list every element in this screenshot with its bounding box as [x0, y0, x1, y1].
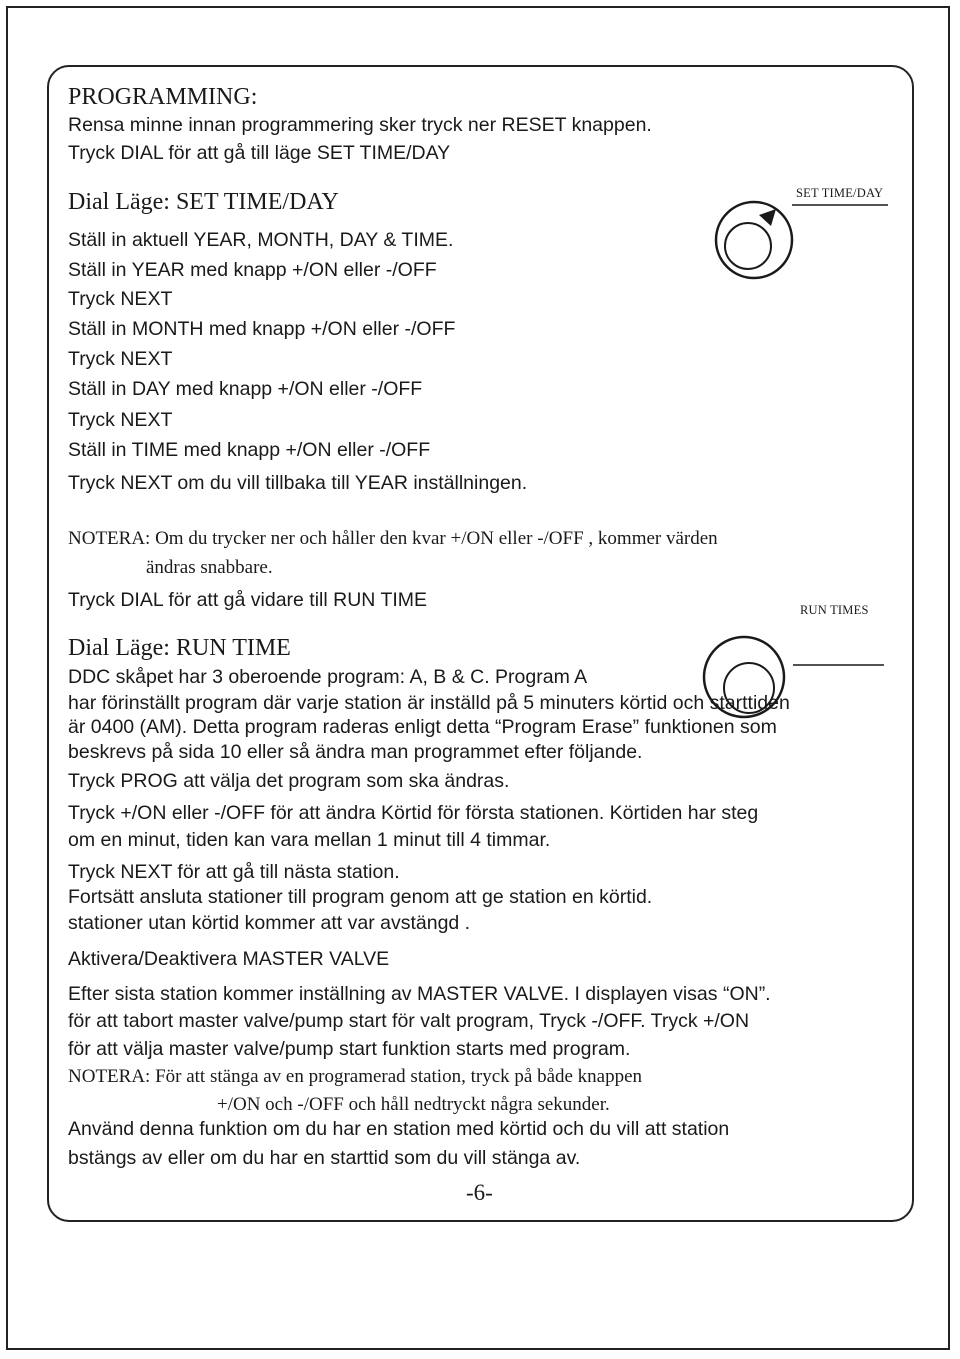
note-text: NOTERA: För att stänga av en programerad station, tryck på både knappen — [68, 1066, 643, 1087]
page-number: -6- — [466, 1180, 493, 1205]
instruction-line: Tryck NEXT för att gå till nästa station. — [68, 861, 400, 883]
note-text: ändras snabbare. — [146, 557, 273, 578]
intro-line: Rensa minne innan programmering sker tryck ner RESET knappen. — [68, 114, 652, 136]
instruction-line: Tryck PROG att välja det program som ska ändras. — [68, 770, 510, 792]
instruction-line: för att välja master valve/pump start funktion starts med program. — [68, 1038, 631, 1060]
section-heading-set-time: Dial Läge: SET TIME/DAY — [68, 189, 339, 215]
instruction-line: bstängs av eller om du har en starttid som du vill stänga av. — [68, 1147, 581, 1169]
instruction-line: har förinställt program där varje station är inställd på 5 minuters körtid och starttiden — [68, 692, 790, 714]
note-text: +/ON och -/OFF och håll nedtryckt några sekunder. — [217, 1094, 610, 1115]
instruction-line: Tryck NEXT — [68, 348, 173, 370]
dial-icon — [716, 202, 888, 278]
instruction-line: Ställ in TIME med knapp +/ON eller -/OFF — [68, 439, 431, 461]
instruction-line: Tryck NEXT — [68, 409, 173, 431]
subheading-master-valve: Aktivera/Deaktivera MASTER VALVE — [68, 948, 390, 970]
instruction-line: är 0400 (AM). Detta program raderas enligt detta “Program Erase” funktionen som — [68, 716, 777, 738]
instruction-line: beskrevs på sida 10 eller så ändra man programmet efter följande. — [68, 741, 643, 763]
instruction-line: Använd denna funktion om du har en station med körtid och du vill att station — [68, 1118, 730, 1140]
instruction-line: Ställ in YEAR med knapp +/ON eller -/OFF — [68, 259, 437, 281]
section-heading-run-time: Dial Läge: RUN TIME — [68, 635, 291, 661]
instruction-line: Efter sista station kommer inställning av MASTER VALVE. I displayen visas “ON”. — [68, 983, 771, 1005]
dial-label-run-times: RUN TIMES — [800, 603, 869, 617]
instruction-line: stationer utan körtid kommer att var avstängd . — [68, 912, 471, 934]
page-title: PROGRAMMING: — [68, 84, 258, 110]
instruction-line: Ställ in MONTH med knapp +/ON eller -/OFF — [68, 318, 456, 340]
instruction-line: om en minut, tiden kan vara mellan 1 minut till 4 timmar. — [68, 829, 551, 851]
note-text: NOTERA: Om du trycker ner och håller den kvar +/ON eller -/OFF , kommer värden — [68, 528, 718, 549]
instruction-line: Tryck +/ON eller -/OFF för att ändra Körtid för första stationen. Körtiden har steg — [68, 802, 759, 824]
instruction-line: Ställ in DAY med knapp +/ON eller -/OFF — [68, 378, 423, 400]
instruction-line: Tryck NEXT — [68, 288, 173, 310]
instruction-line: Fortsätt ansluta stationer till program genom att ge station en körtid. — [68, 886, 653, 908]
instruction-line: för att tabort master valve/pump start för valt program, Tryck -/OFF. Tryck +/ON — [68, 1010, 750, 1032]
instruction-line: Ställ in aktuell YEAR, MONTH, DAY & TIME. — [68, 229, 454, 251]
dial-label-set-time: SET TIME/DAY — [796, 186, 884, 200]
instruction-line: Tryck DIAL för att gå vidare till RUN TIME — [68, 589, 428, 611]
instruction-line: DDC skåpet har 3 oberoende program: A, B & C. Program A — [68, 666, 588, 688]
instruction-line: Tryck NEXT om du vill tillbaka till YEAR inställningen. — [68, 472, 528, 494]
intro-line: Tryck DIAL för att gå till läge SET TIME/DAY — [68, 142, 451, 164]
